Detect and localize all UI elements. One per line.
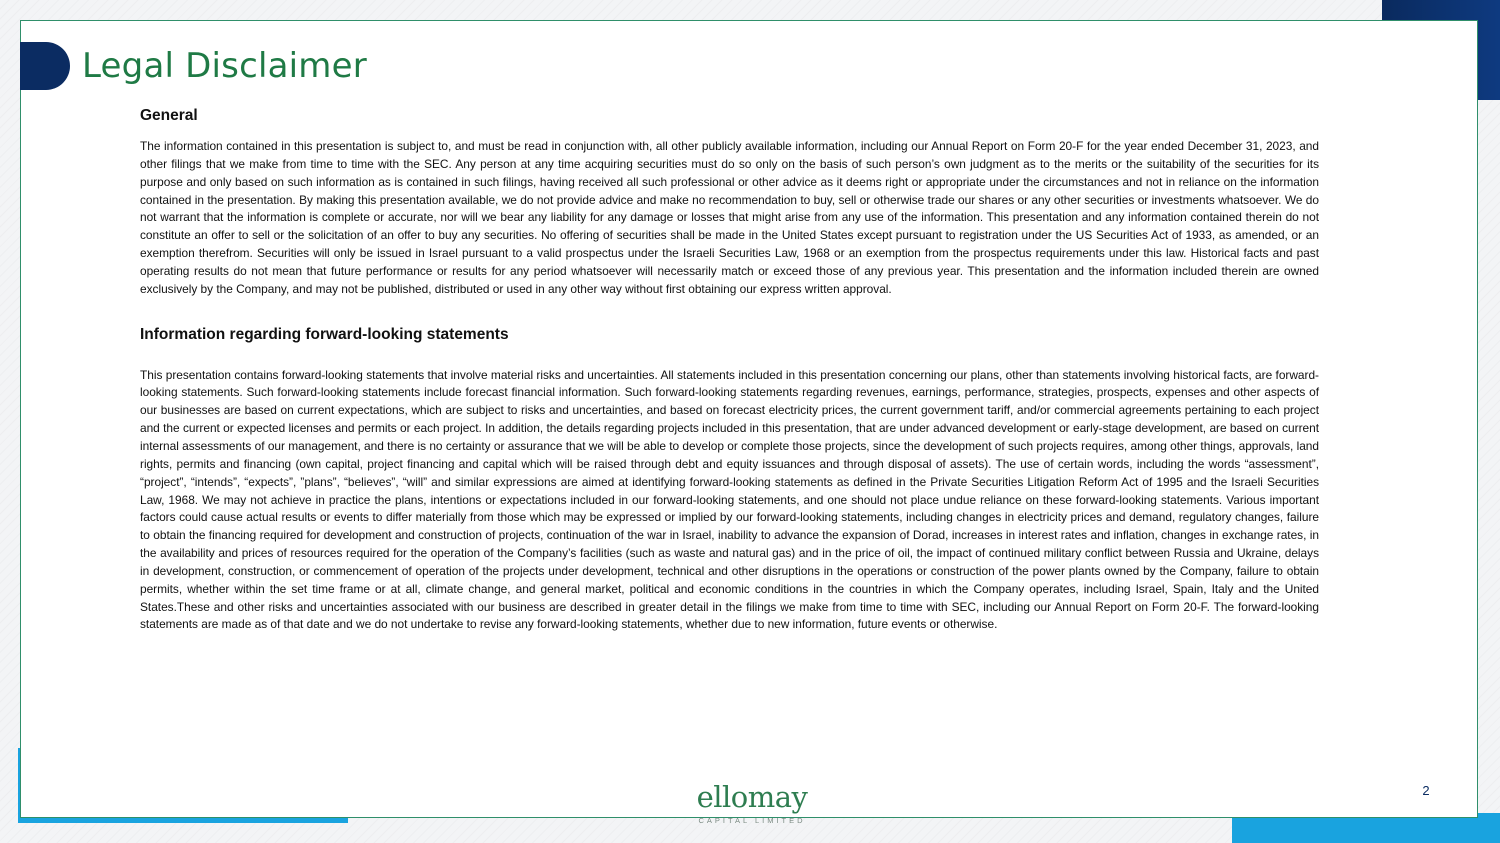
footer-divider-left — [20, 817, 685, 818]
footer-divider-right — [818, 817, 1478, 818]
company-logo — [686, 780, 818, 826]
title-accent-marker — [20, 42, 70, 90]
forward-looking-heading: Information regarding forward-looking statements — [140, 325, 509, 343]
logo-tagline: CAPITAL LIMITED — [698, 816, 806, 825]
general-heading: General — [140, 107, 198, 124]
page-number: 2 — [1422, 783, 1430, 798]
forward-looking-paragraph: This presentation contains forward-looking statements that involve material risks and uncertainties. All statements included in this presentation concerning our plans, other than statements involving historical facts, are forward-looking statements. Such forward-looking statements include forecast financial information. Such forward-looking statements regarding revenues, earnings, performance, strategies, prospects, expenses and other aspects of our businesses are based on current expectations, which are subject to risks and uncertainties, and based on forecast electricity prices, the current government tariff, and/or commercial agreements pertaining to each project and the current or expected licenses and permits or each project. In addition, the details regarding projects included in this presentation, that are under advanced development or early-stage development, are based on current internal assessments of our management, and there is no certainty or assurance that we will be able to develop or complete those projects, since the development of such projects requires, among other things, approvals, land rights, permits and financing (own capital, project financing and capital which will be raised through debt and equity issuances and through disposal of assets). The use of certain words, including the words “assessment”, “project”, “intends”, “expects”, ”plans”, “believes”, “will” and similar expressions are aimed at identifying forward-looking statements as defined in the Private Securities Litigation Reform Act of 1995 and the Israeli Securities Law, 1968. We may not achieve in practice the plans, intentions or expectations included in our forward-looking statements, and one should not place undue reliance on these forward-looking statements. Various important factors could cause actual results or events to differ materially from those which may be expressed or implied by our forward-looking statements, including changes in electricity prices and demand, regulatory changes, failure to obtain the financing required for development and construction of projects, continuation of the war in Israel, inability to advance the expansion of Dorad, increases in interest rates and inflation, changes in exchange rates, in the availability and prices of resources required for the operation of the Company’s facilities (such as waste and natural gas) and in the price of oil, the impact of continued military conflict between Russia and Ukraine, delays in development, construction, or commencement of operation of the projects under development, technical and other disruptions in the operations or construction of the power plants owned by the Company, failure to obtain permits, whether within the set time frame or at all, climate change, and general market, political and economic conditions in the countries in which the Company operates, including Israel, Spain, Italy and the United States.These and other risks and uncertainties associated with our business are described in greater detail in the filings we make from time to time with SEC, including our Annual Report on Form 20-F. The forward-looking statements are made as of that date and we do not undertake to revise any forward-looking statements, whether due to new information, future events or otherwise. — [140, 367, 1319, 632]
disclaimer-content — [140, 104, 1319, 634]
general-paragraph: The information contained in this presentation is subject to, and must be read in conjunction with, all other publicly available information, including our Annual Report on Form 20-F for the year ended December 31, 2023, and other filings that we make from time to time with the SEC. Any person at any time acquiring securities must do so only on the basis of such person’s own judgment as to the merits or the suitability of the securities for its purpose and only based on such information as is contained in such filings, having received all such professional or other advice as it deems right or appropriate under the circumstances and not in reliance on the information contained in the presentation. By making this presentation available, we do not provide advice and make no recommendation to buy, sell or otherwise trade our shares or any other securities or investments whatsoever. We do not warrant that the information is complete or accurate, nor will we bear any liability for any damage or losses that might arise from any use of the information. This presentation and any information contained therein do not constitute an offer to sell or the solicitation of an offer to buy any securities. No offering of securities shall be made in the United States except pursuant to registration under the US Securities Act of 1933, as amended, or an exemption therefrom. Securities will only be issued in Israel pursuant to a valid prospectus under the Israeli Securities Law, 1968 or an exemption from the prospectus requirements under this law. Historical facts and past operating results do not mean that future performance or results for any period whatsoever will necessarily match or exceed those of any previous year. This presentation and the information included therein are owned exclusively by the Company, and may not be published, distributed or used in any other way without first obtaining our express written approval. — [140, 139, 1319, 296]
logo-wordmark: ellomay — [696, 780, 808, 814]
slide-title: Legal Disclaimer — [82, 46, 367, 86]
